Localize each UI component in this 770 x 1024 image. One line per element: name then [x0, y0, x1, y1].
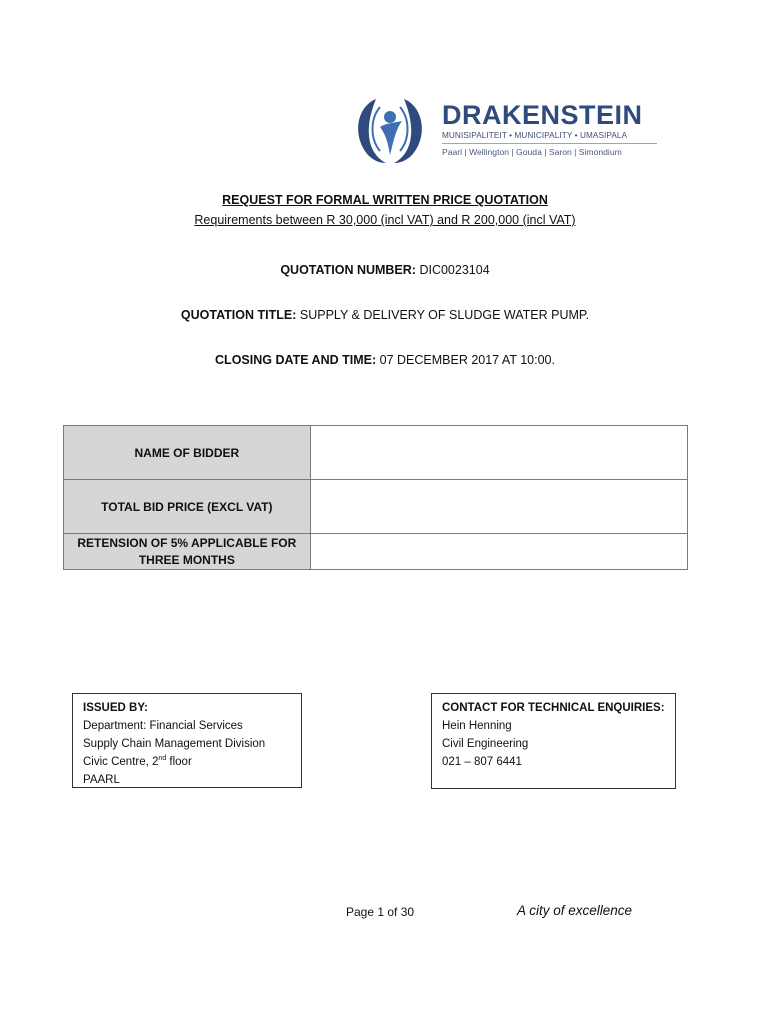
drakenstein-logo — [350, 93, 665, 167]
contact-heading: CONTACT FOR TECHNICAL ENQUIRIES: — [442, 702, 665, 714]
logo-wordmark: DRAKENSTEIN — [442, 100, 643, 130]
total-bid-price-label: TOTAL BID PRICE (EXCL VAT) — [64, 480, 311, 534]
issued-by-box — [72, 693, 302, 788]
municipality-emblem-icon — [350, 93, 430, 167]
closing-date-label: CLOSING DATE AND TIME: — [215, 353, 377, 367]
issued-by-town: PAARL — [83, 774, 120, 786]
table-row — [64, 534, 688, 570]
quotation-number — [0, 263, 770, 277]
bidder-name-field[interactable] — [310, 426, 687, 480]
closing-date — [0, 353, 770, 367]
footer-motto: A city of excellence — [517, 903, 633, 918]
issued-by-department: Department: Financial Services — [83, 720, 243, 732]
table-row — [64, 480, 688, 534]
quotation-number-value: DIC0023104 — [419, 263, 490, 277]
quotation-number-label: QUOTATION NUMBER: — [280, 263, 416, 277]
document-subtitle: Requirements between R 30,000 (incl VAT) and R 200,000 (incl VAT) — [194, 213, 576, 227]
logo-divider — [442, 143, 657, 144]
bidder-name-label: NAME OF BIDDER — [64, 426, 311, 480]
page-number: Page 1 of 30 — [346, 905, 415, 919]
contact-name: Hein Henning — [442, 720, 512, 732]
logo-towns: Paarl | Wellington | Gouda | Saron | Simondium — [442, 147, 622, 157]
quotation-title — [0, 308, 770, 322]
contact-phone: 021 – 807 6441 — [442, 756, 522, 768]
total-bid-price-field[interactable] — [310, 480, 687, 534]
table-row — [64, 426, 688, 480]
issued-by-division: Supply Chain Management Division — [83, 738, 266, 750]
bidder-table — [63, 425, 688, 570]
quotation-title-value: SUPPLY & DELIVERY OF SLUDGE WATER PUMP. — [299, 308, 590, 322]
issued-by-heading: ISSUED BY: — [83, 702, 148, 714]
logo-tagline: MUNISIPALITEIT • MUNICIPALITY • UMASIPALA — [442, 131, 628, 140]
document-title: REQUEST FOR FORMAL WRITTEN PRICE QUOTATION — [222, 193, 548, 207]
closing-date-value: 07 DECEMBER 2017 AT 10:00. — [379, 353, 555, 367]
contact-department: Civil Engineering — [442, 738, 529, 750]
technical-contact-box — [431, 693, 676, 789]
retension-field[interactable] — [310, 534, 687, 570]
retension-label: RETENSION OF 5% APPLICABLE FOR THREE MONTHS — [64, 534, 311, 570]
quotation-title-label: QUOTATION TITLE: — [180, 308, 297, 322]
issued-by-address: Civic Centre, 2nd floor — [83, 755, 192, 768]
